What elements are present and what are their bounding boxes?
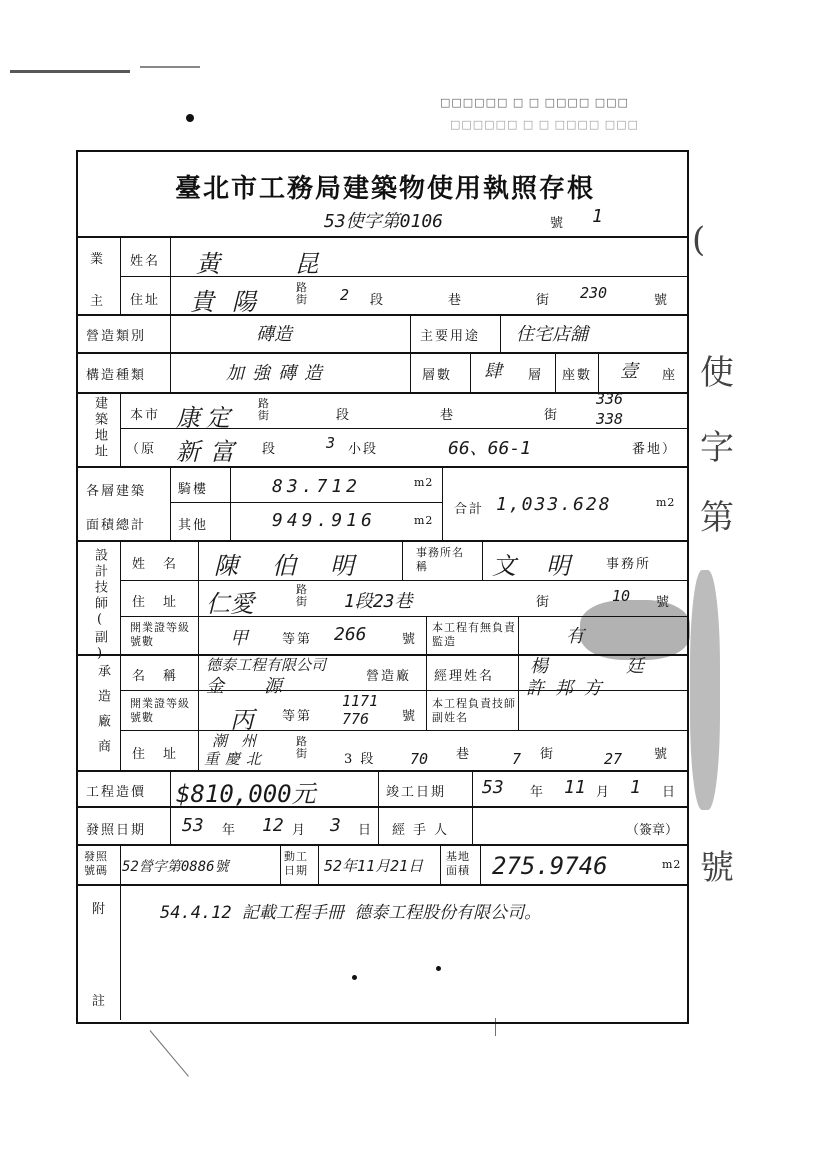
designer-addr-label: 住址 (132, 595, 195, 610)
contractor-mgr-1: 楊 (530, 656, 548, 677)
contractor-mgr-3: 廷 (626, 656, 644, 677)
contractor-mgr-label: 經理姓名 (434, 669, 495, 684)
site-road: 康定 (176, 404, 236, 432)
contractor-addr-no: 27 (604, 750, 623, 768)
designer-cert-label: 開業證等級號數 (130, 621, 190, 648)
base-area-unit: m2 (662, 858, 682, 871)
site-xiang: 巷 (440, 408, 456, 423)
contractor-name-1: 德泰工程有限公司 (206, 656, 327, 674)
handler-label: 經手人 (392, 823, 456, 838)
floors-label: 層數 (422, 368, 453, 383)
floors-unit: 層 (528, 368, 544, 383)
owner-addr-road: 貴陽 (190, 288, 274, 316)
contractor-cert-grade: 丙 (230, 706, 254, 734)
site-lot-label: 番地） (632, 442, 678, 457)
contractor-cert-no-1: 1171 (342, 692, 379, 710)
side-mark-shi: 使 (700, 353, 734, 393)
floors-value: 肆 (484, 361, 502, 382)
contractor-addr-xiang: 巷 (456, 747, 472, 762)
owner-section-label-2: 主 (90, 294, 106, 309)
area-arcade-unit: m2 (414, 476, 434, 489)
build-type-value: 磚造 (256, 324, 292, 345)
designer-cert-mid: 等第 (282, 632, 313, 647)
contractor-tech-label: 本工程負責技師副姓名 (432, 697, 516, 724)
area-label-2: 面積總計 (86, 518, 147, 533)
site-orig-sec: 新富 (176, 438, 244, 466)
signature-label: （簽章） (626, 823, 679, 838)
completion-label: 竣工日期 (386, 785, 447, 800)
permit-number-mark: 1 (592, 206, 603, 227)
contractor-cert-label: 開業證等級號數 (130, 697, 190, 724)
scan-edge-mark (10, 70, 130, 73)
site-orig: （原 (126, 442, 157, 457)
contractor-cert-hao: 號 (402, 709, 418, 724)
build-permit-value: 52營字第0886號 (122, 859, 229, 875)
owner-addr-road-label: 路 街 (296, 281, 308, 306)
owner-name: 黃 昆 (196, 250, 349, 278)
site-city: 本市 (130, 408, 161, 423)
designer-office-suffix: 事務所 (606, 557, 652, 572)
scan-edge-mark (140, 66, 200, 68)
contractor-addr-road-label: 路 街 (296, 735, 308, 760)
site-small-sec-label: 小段 (348, 442, 379, 457)
area-total-unit: m2 (656, 496, 676, 509)
site-jie: 街 (544, 408, 560, 423)
contractor-addr-xiang-no: 70 (410, 750, 429, 768)
blocks-label: 座數 (562, 368, 593, 383)
designer-name: 陳伯明 (214, 552, 388, 580)
completion-year: 53 (482, 777, 504, 798)
owner-addr-num: 2 (340, 286, 350, 304)
ink-smudge (690, 570, 720, 810)
issue-day-unit: 日 (358, 823, 374, 838)
struct-type-value: 加強磚造 (226, 363, 330, 384)
designer-supervise-value: 有 (566, 626, 584, 647)
start-date-label: 動工日期 (284, 850, 308, 877)
area-other-value: 949.916 (272, 510, 376, 531)
owner-addr-label: 住址 (130, 293, 161, 308)
designer-addr-hao: 號 (656, 595, 672, 610)
punch-hole (186, 114, 194, 122)
designer-addr-no: 10 (612, 587, 631, 605)
contractor-cert-no-2: 776 (342, 710, 370, 728)
issue-month-unit: 月 (292, 823, 308, 838)
area-arcade-label: 騎樓 (178, 482, 209, 497)
area-total-value: 1,033.628 (496, 494, 612, 515)
completion-month-unit: 月 (596, 785, 612, 800)
issue-day: 3 (330, 815, 341, 836)
owner-section-label-1: 業 (90, 252, 106, 267)
owner-addr-jie: 街 (536, 293, 552, 308)
issue-year-unit: 年 (222, 823, 238, 838)
contractor-addr-1: 潮州 (212, 732, 271, 750)
site-road-label: 路 街 (258, 397, 270, 422)
contractor-addr-duan: 3 段 (344, 752, 376, 767)
site-no-2: 338 (596, 410, 624, 428)
contractor-firm-label: 營造廠 (366, 669, 412, 684)
owner-name-label: 姓名 (130, 254, 161, 269)
contractor-cert-mid: 等第 (282, 709, 313, 724)
area-label-1: 各層建築 (86, 484, 147, 499)
completion-month: 11 (564, 777, 586, 798)
owner-addr-no: 230 (580, 284, 608, 302)
designer-addr-duan: 1段23巷 (344, 591, 413, 612)
side-mark-di: 第 (700, 498, 734, 538)
area-arcade-value: 83.712 (272, 476, 362, 497)
designer-supervise-label: 本工程有無負責監造 (432, 621, 516, 648)
contractor-mgr-2: 許 邦 方 (526, 678, 602, 699)
completion-day-unit: 日 (662, 785, 678, 800)
area-other-label: 其他 (178, 518, 209, 533)
main-use-value: 住宅店舖 (516, 324, 588, 345)
site-small-sec: 3 (326, 434, 336, 452)
main-use-label: 主要用途 (420, 329, 481, 344)
contractor-name-2: 金源 (206, 676, 322, 697)
issue-year: 53 (182, 815, 204, 836)
start-date-value: 52年11月21日 (324, 857, 424, 875)
build-type-label: 營造類別 (86, 329, 147, 344)
designer-addr-road: 仁愛 (206, 590, 254, 618)
scan-stroke (150, 1030, 189, 1077)
base-area-label: 基地面積 (446, 850, 470, 877)
designer-section-label: 設計技師(副) (92, 548, 107, 664)
site-label: 建築地址 (92, 396, 107, 460)
build-permit-label: 發照號碼 (84, 850, 108, 877)
contractor-addr-label: 住址 (132, 747, 195, 762)
scan-stroke (495, 1018, 496, 1036)
contractor-addr-jie: 街 (540, 747, 556, 762)
owner-addr-xiang: 巷 (448, 293, 464, 308)
permit-number-suffix: 號 (550, 216, 566, 231)
side-mark-zi: 字 (700, 428, 734, 468)
contractor-name-label: 名稱 (132, 669, 195, 684)
area-other-unit: m2 (414, 514, 434, 527)
contractor-addr-7: 7 (512, 750, 522, 768)
owner-addr-hao: 號 (654, 293, 670, 308)
faded-stamp-top-2: □□□□□□ □ □ □□□□ □□□ (450, 118, 639, 131)
designer-name-label: 姓名 (132, 557, 195, 572)
site-sec-label: 段 (262, 442, 278, 457)
remarks-label-2: 註 (92, 994, 108, 1009)
designer-office-label: 事務所名稱 (416, 546, 464, 573)
contractor-addr-hao: 號 (654, 747, 670, 762)
completion-year-unit: 年 (530, 785, 546, 800)
struct-type-label: 構造種類 (86, 368, 147, 383)
contractor-section-label: 承造廠商 (95, 664, 110, 764)
remarks-text: 54.4.12 記載工程手冊 德泰工程股份有限公司。 (160, 903, 542, 923)
site-no-1: 336 (596, 390, 624, 408)
owner-addr-duan: 段 (370, 293, 386, 308)
faded-stamp-top: □□□□□□ □ □ □□□□ □□□ (440, 96, 629, 109)
completion-day: 1 (630, 777, 641, 798)
designer-office: 文明 (492, 552, 600, 580)
side-mark-bracket: ( (692, 220, 706, 260)
blocks-value: 壹 (620, 361, 638, 382)
permit-number: 53使字第0106 (324, 211, 444, 232)
designer-cert-grade: 甲 (230, 628, 248, 649)
remarks-label-1: 附 (92, 902, 108, 917)
base-area-value: 275.9746 (492, 852, 608, 880)
designer-addr-jie: 街 (536, 595, 552, 610)
site-lots: 66、66-1 (448, 438, 532, 459)
form-title: 臺北市工務局建築物使用執照存根 (174, 174, 595, 204)
blocks-unit: 座 (662, 368, 678, 383)
site-duan: 段 (336, 408, 352, 423)
area-total-label: 合計 (454, 502, 485, 517)
side-mark-hao: 號 (700, 848, 734, 888)
designer-cert-no: 266 (334, 624, 367, 645)
designer-addr-road-label: 路 街 (296, 583, 308, 608)
cost-label: 工程造價 (86, 785, 147, 800)
issue-month: 12 (262, 815, 284, 836)
designer-cert-hao: 號 (402, 632, 418, 647)
issue-date-label: 發照日期 (86, 823, 147, 838)
cost-value: $810,000元 (176, 780, 316, 808)
contractor-addr-2: 重慶北 (204, 750, 268, 768)
